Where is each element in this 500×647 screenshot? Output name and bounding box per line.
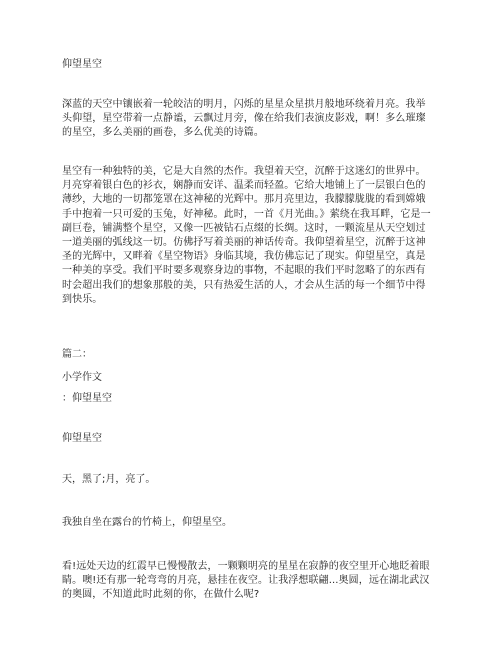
paragraph-5: 看!远处天边的红霞早已慢慢散去，一颗颗明亮的星星在寂静的夜空里开心地眨着眼睛。噢!还有那一轮弯弯的月亮，悬挂在夜空。让我浮想联翩...奥圆，远在湖北武汉的奥圆，不知道此时此刻的你，在做什么呢? (62, 561, 430, 601)
paragraph-3: 天，黑了;月，亮了。 (62, 474, 156, 485)
paragraph-1: 深蓝的天空中镶嵌着一轮皎洁的明月，闪烁的星星众星拱月般地环绕着月亮。我举头仰望，星空带着一点静谧，云飘过月旁，像在给我们表演皮影戏，啊！多么璀璨的星空，多么美丽的画卷，多么优美的诗篇。 (62, 99, 426, 139)
section-title: 仰望星空 (62, 433, 102, 444)
paragraph-2: 星空有一种独特的美，它是大自然的杰作。我望着天空，沉醉于这迷幻的世界中。月亮穿着银白色的衫衣，娴静而安详、温柔而轻盈。它给大地铺上了一层银白色的薄纱，大地的一切都笼罩在这神秘的光辉中。那月亮里边，我朦朦胧胧的看到嫦娥手中抱着一只可爱的玉兔，好神秘。此时，一首《月光曲。》萦绕在我耳畔，它是一副巨卷，铺满整个星空，又像一匹被钻石点缀的长绸。这时，一颗流星从天空划过一道美丽的弧线这一切。仿佛抒写着美丽的神话传奇。我仰望着星空，沉醉于这神圣的光辉中，又畔着《星空物语》身临其境，我仿佛忘记了现实。仰望星空，真是一种美的享受。我们平时要多观察身边的事物，不起眼的我们平时忽略了的东西有时会超出我们的想象那般的美，只有热爱生活的人，才会从生活的每一个细节中得到快乐。 (62, 166, 431, 305)
document-title: 仰望星空 (62, 59, 102, 70)
section-subtitle-title: ：仰望星空 (62, 393, 112, 404)
paragraph-4: 我独自坐在露台的竹椅上，仰望星空。 (62, 517, 232, 528)
section-label: 篇二： (62, 349, 92, 360)
section-subtitle: 小学作文 (62, 372, 102, 383)
